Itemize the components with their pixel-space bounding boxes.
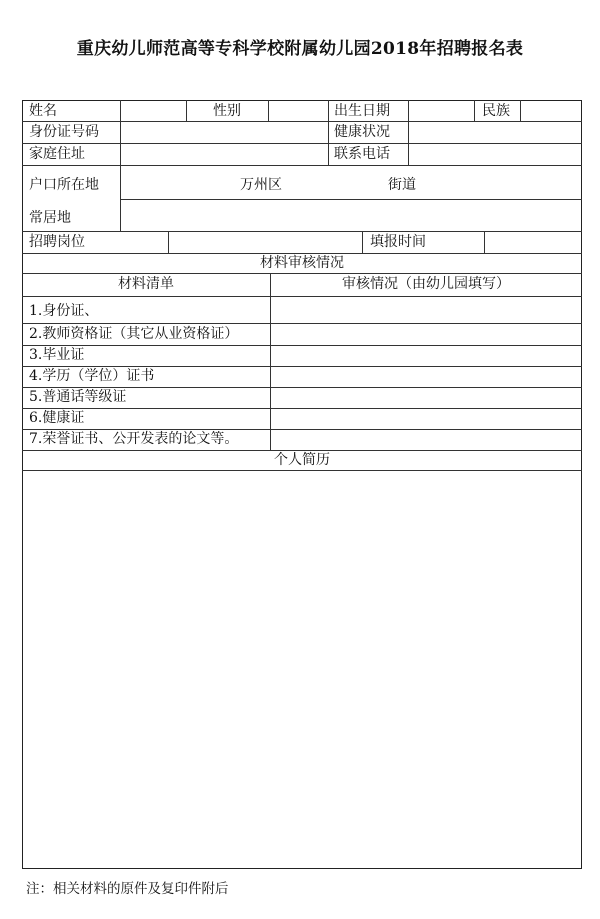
residence-label: 常居地	[29, 210, 71, 226]
name-field[interactable]	[121, 101, 185, 121]
birth-date-field[interactable]	[409, 101, 473, 121]
gender-field[interactable]	[269, 101, 327, 121]
review-field[interactable]	[271, 324, 581, 345]
col-divider	[362, 231, 363, 253]
ethnicity-label: 民族	[482, 103, 510, 119]
material-item: 3.毕业证	[29, 347, 85, 363]
review-field[interactable]	[271, 409, 581, 429]
material-item: 2.教师资格证（其它从业资格证）	[29, 326, 239, 342]
review-field[interactable]	[271, 430, 581, 450]
material-item: 7.荣誉证书、公开发表的论文等。	[29, 431, 239, 447]
hukou-label: 户口所在地	[29, 177, 99, 193]
review-field[interactable]	[271, 297, 581, 323]
residence-field[interactable]	[121, 200, 581, 231]
birth-date-label: 出生日期	[334, 103, 390, 119]
review-column-header: 审核情况（由幼儿园填写）	[342, 276, 510, 292]
material-item: 6.健康证	[29, 410, 85, 426]
material-item: 1.身份证、	[29, 303, 99, 319]
materials-column-header: 材料清单	[118, 276, 174, 292]
col-divider	[186, 100, 187, 121]
position-label: 招聘岗位	[29, 234, 85, 250]
resume-title: 个人简历	[274, 452, 330, 468]
id-number-field[interactable]	[121, 122, 327, 143]
material-item: 4.学历（学位）证书	[29, 368, 155, 384]
fill-date-field[interactable]	[485, 232, 581, 253]
fill-date-label: 填报时间	[370, 234, 426, 250]
review-section-title: 材料审核情况	[260, 255, 344, 271]
phone-field[interactable]	[409, 144, 581, 165]
street-label: 街道	[388, 177, 416, 193]
health-label: 健康状况	[334, 124, 390, 140]
id-number-label: 身份证号码	[29, 124, 99, 140]
material-item: 5.普通话等级证	[29, 389, 127, 405]
health-field[interactable]	[409, 122, 581, 143]
name-label: 姓名	[29, 103, 57, 119]
review-field[interactable]	[271, 367, 581, 387]
footnote: 注：相关材料的原件及复印件附后	[26, 881, 229, 897]
ethnicity-field[interactable]	[521, 101, 581, 121]
resume-field[interactable]	[23, 471, 581, 868]
address-label: 家庭住址	[29, 146, 85, 162]
address-field[interactable]	[121, 144, 327, 165]
district-label: 万州区	[240, 177, 282, 193]
review-field[interactable]	[271, 346, 581, 366]
gender-label: 性别	[213, 103, 241, 119]
col-divider	[328, 100, 329, 165]
col-divider	[474, 100, 475, 121]
form-title: 重庆幼儿师范高等专科学校附属幼儿园2018年招聘报名表	[76, 39, 524, 59]
review-field[interactable]	[271, 388, 581, 408]
hukou-field[interactable]	[121, 166, 581, 199]
phone-label: 联系电话	[334, 146, 390, 162]
position-field[interactable]	[169, 232, 361, 253]
